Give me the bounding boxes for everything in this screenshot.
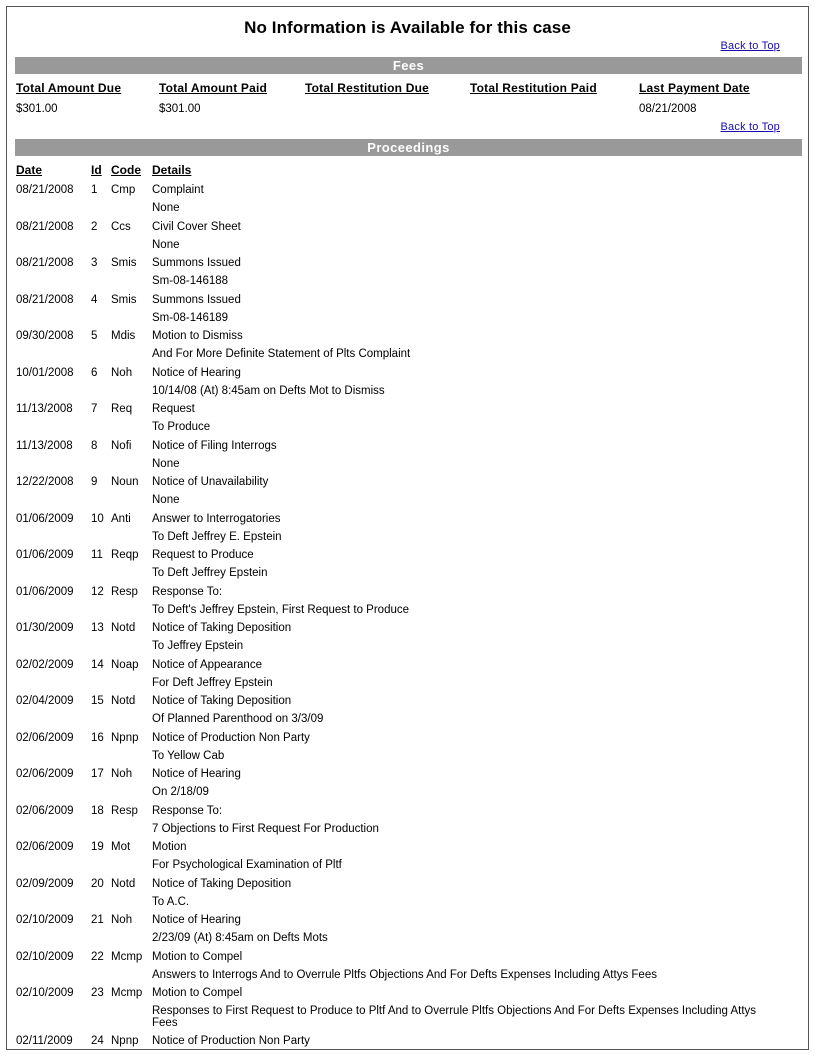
proceeding-id: 8: [91, 439, 98, 452]
proceeding-code: Resp: [111, 804, 138, 817]
proceedings-list: [7, 181, 808, 1050]
fees-total-amount-due: $301.00: [16, 103, 58, 115]
proceeding-description: Notice of Hearing: [152, 366, 241, 379]
proceeding-description: Notice of Appearance: [152, 658, 262, 671]
proceeding-description: Notice of Filing Interrogs: [152, 439, 277, 452]
proceedings-section-header: Proceedings: [15, 139, 802, 156]
fees-section-header: Fees: [15, 57, 802, 74]
fees-header-total-amount-due: Total Amount Due: [16, 81, 122, 95]
proceeding-date: 02/11/2009: [16, 1035, 73, 1047]
proceeding-id: 12: [91, 585, 104, 598]
proceeding-code: Req: [111, 403, 133, 415]
proceeding-id: 5: [91, 330, 98, 342]
proceedings-header-id: Id: [91, 163, 102, 177]
proceeding-row: [7, 218, 808, 255]
proceeding-id: 9: [91, 476, 98, 488]
proceeding-row: [7, 802, 808, 839]
proceeding-date: 08/21/2008: [16, 184, 74, 196]
proceeding-code: Smis: [111, 257, 137, 269]
proceeding-detail: None: [152, 494, 180, 507]
proceeding-description: Motion to Compel: [152, 950, 243, 963]
proceeding-row: [7, 948, 808, 984]
proceeding-code: Notd: [111, 622, 136, 634]
proceeding-date: 02/09/2009: [16, 877, 74, 890]
proceeding-detail: To Deft Jeffrey Epstein: [152, 567, 268, 580]
proceeding-row: [7, 729, 808, 766]
proceeding-row: [7, 181, 808, 218]
proceeding-description: Answer to Interrogatories: [152, 512, 281, 525]
back-to-top-link[interactable]: Back to Top: [720, 121, 780, 133]
proceeding-detail: To Deft Jeffrey E. Epstein: [152, 530, 282, 543]
proceeding-date: 02/06/2009: [16, 731, 74, 744]
proceeding-detail: For Psychological Examination of Pltf: [152, 859, 342, 872]
proceeding-row: [7, 583, 808, 620]
proceeding-code: Noap: [111, 658, 139, 671]
proceeding-code: Cmp: [111, 184, 136, 196]
proceeding-description: Notice of Hearing: [152, 914, 241, 926]
proceeding-row: [7, 692, 808, 729]
proceeding-description: Summons Issued: [152, 257, 241, 269]
proceeding-id: 15: [91, 695, 104, 707]
proceeding-date: 08/21/2008: [16, 220, 74, 233]
proceeding-description: Civil Cover Sheet: [152, 220, 241, 233]
proceeding-id: 21: [91, 914, 104, 926]
fees-header-last-payment-date: Last Payment Date: [639, 81, 750, 95]
proceeding-detail: 7 Objections to First Request For Production: [152, 822, 379, 835]
fees-total-amount-paid: $301.00: [159, 103, 201, 115]
proceeding-detail: None: [152, 457, 180, 470]
proceeding-code: Noun: [111, 476, 139, 488]
proceeding-description: Notice of Production Non Party: [152, 1035, 310, 1047]
proceeding-detail: On 2/18/09: [152, 786, 209, 799]
proceeding-description: Notice of Taking Deposition: [152, 622, 292, 634]
proceeding-code: Mot: [111, 841, 131, 853]
proceeding-code: Mdis: [111, 330, 136, 342]
proceeding-detail: To Produce: [152, 421, 211, 434]
proceeding-date: 11/13/2008: [16, 439, 73, 452]
proceeding-detail: To Deft's Jeffrey Epstein, First Request to Produce: [152, 603, 410, 616]
fees-header-total-restitution-due: Total Restitution Due: [305, 81, 429, 95]
proceeding-row: [7, 1032, 808, 1050]
proceeding-detail: Of Planned Parenthood on 3/3/09: [152, 713, 324, 726]
back-to-top-link[interactable]: Back to Top: [720, 40, 780, 52]
proceeding-description: Response To:: [152, 804, 223, 817]
proceeding-date: 01/06/2009: [16, 549, 74, 561]
proceedings-header-code: Code: [111, 163, 141, 177]
proceeding-id: 1: [91, 184, 98, 196]
proceeding-row: [7, 875, 808, 912]
proceeding-date: 10/01/2008: [16, 366, 74, 379]
proceeding-description: Motion to Compel: [152, 986, 243, 999]
proceeding-row: [7, 619, 808, 656]
proceeding-description: Complaint: [152, 184, 204, 196]
proceeding-row: [7, 254, 808, 291]
proceeding-date: 02/06/2009: [16, 841, 74, 853]
proceeding-id: 19: [91, 841, 104, 853]
proceeding-code: Nofi: [111, 439, 132, 452]
proceeding-row: [7, 291, 808, 328]
proceeding-code: Noh: [111, 914, 133, 926]
fees-last-payment-date: 08/21/2008: [639, 103, 697, 115]
proceeding-date: 11/13/2008: [16, 403, 73, 415]
proceeding-description: Motion to Dismiss: [152, 330, 243, 342]
proceeding-detail: None: [152, 238, 180, 251]
proceeding-description: Notice of Hearing: [152, 768, 241, 780]
proceeding-id: 4: [91, 293, 98, 306]
proceeding-id: 3: [91, 257, 98, 269]
proceeding-date: 02/02/2009: [16, 658, 74, 671]
proceeding-row: [7, 984, 808, 1032]
proceeding-date: 02/10/2009: [16, 914, 74, 926]
proceeding-date: 01/06/2009: [16, 585, 74, 598]
proceeding-detail: To Jeffrey Epstein: [152, 640, 244, 653]
proceeding-code: Anti: [111, 512, 131, 525]
proceeding-detail: None: [152, 202, 180, 215]
proceeding-date: 01/30/2009: [16, 622, 74, 634]
proceeding-code: Notd: [111, 877, 136, 890]
proceeding-code: Reqp: [111, 549, 139, 561]
page-title: No Information is Available for this case: [244, 18, 571, 37]
proceeding-date: 02/10/2009: [16, 986, 74, 999]
proceeding-detail: 2/23/09 (At) 8:45am on Defts Mots: [152, 932, 328, 945]
proceeding-detail: Answers to Interrogs And to Overrule Pltfs Objections And For Defts Expenses Including Attys Fees: [152, 968, 657, 981]
proceeding-date: 02/10/2009: [16, 950, 74, 963]
proceedings-header-details: Details: [152, 163, 192, 177]
proceeding-id: 2: [91, 220, 98, 233]
proceeding-date: 08/21/2008: [16, 293, 74, 306]
proceeding-id: 24: [91, 1035, 104, 1047]
proceeding-date: 02/04/2009: [16, 695, 74, 707]
proceeding-detail: Sm-08-146189: [152, 311, 229, 324]
proceeding-id: 17: [91, 768, 104, 780]
proceeding-detail: 10/14/08 (At) 8:45am on Defts Mot to Dismiss: [152, 384, 385, 397]
proceeding-code: Noh: [111, 366, 133, 379]
proceeding-description: Notice of Production Non Party: [152, 731, 310, 744]
proceeding-detail: To Yellow Cab: [152, 749, 225, 762]
proceeding-row: [7, 510, 808, 547]
proceeding-row: [7, 765, 808, 802]
proceeding-code: Ccs: [111, 220, 131, 233]
fees-header-total-amount-paid: Total Amount Paid: [159, 81, 268, 95]
proceeding-id: 6: [91, 366, 98, 379]
proceeding-description: Motion: [152, 841, 187, 853]
proceeding-row: [7, 364, 808, 401]
proceeding-id: 22: [91, 950, 104, 963]
proceeding-detail: To A.C.: [152, 895, 190, 908]
proceeding-id: 23: [91, 986, 104, 999]
proceeding-date: 12/22/2008: [16, 476, 74, 488]
proceeding-detail: And For More Definite Statement of Plts Complaint: [152, 348, 411, 361]
proceeding-description: Notice of Taking Deposition: [152, 877, 292, 890]
proceeding-row: [7, 838, 808, 875]
proceeding-detail: For Deft Jeffrey Epstein: [152, 676, 273, 689]
proceeding-description: Request to Produce: [152, 549, 254, 561]
proceeding-date: 02/06/2009: [16, 768, 74, 780]
case-page: [6, 6, 809, 1050]
proceeding-code: Mcmp: [111, 986, 143, 999]
proceeding-detail: Responses to First Request to Produce to Pltf And to Overrule Pltfs Objections And For Defts Expenses Including Attys Fees: [152, 1005, 757, 1029]
proceeding-id: 7: [91, 403, 98, 415]
proceeding-code: Resp: [111, 585, 138, 598]
proceeding-description: Response To:: [152, 585, 223, 598]
proceeding-id: 20: [91, 877, 104, 890]
proceeding-description: Notice of Unavailability: [152, 476, 269, 488]
proceeding-row: [7, 400, 808, 437]
proceeding-id: 11: [91, 549, 103, 561]
proceeding-date: 01/06/2009: [16, 512, 74, 525]
proceedings-header-date: Date: [16, 163, 43, 177]
proceeding-code: Npnp: [111, 1035, 139, 1047]
proceeding-row: [7, 911, 808, 948]
proceeding-code: Smis: [111, 293, 137, 306]
proceeding-code: Npnp: [111, 731, 139, 744]
proceeding-code: Mcmp: [111, 950, 143, 963]
proceeding-detail: Sm-08-146188: [152, 275, 229, 288]
proceeding-id: 14: [91, 658, 104, 671]
proceeding-code: Noh: [111, 768, 133, 780]
proceeding-row: [7, 546, 808, 583]
proceeding-description: Summons Issued: [152, 293, 241, 306]
proceeding-row: [7, 327, 808, 364]
proceeding-code: Notd: [111, 695, 136, 707]
proceeding-row: [7, 656, 808, 693]
proceeding-row: [7, 473, 808, 510]
proceeding-date: 08/21/2008: [16, 257, 74, 269]
proceeding-id: 10: [91, 512, 104, 525]
proceeding-id: 18: [91, 804, 104, 817]
proceeding-description: Request: [152, 403, 195, 415]
proceeding-description: Notice of Taking Deposition: [152, 695, 292, 707]
proceeding-row: [7, 437, 808, 474]
proceeding-id: 16: [91, 731, 104, 744]
proceeding-date: 02/06/2009: [16, 804, 74, 817]
proceeding-date: 09/30/2008: [16, 330, 74, 342]
fees-header-total-restitution-paid: Total Restitution Paid: [470, 81, 597, 95]
proceeding-id: 13: [91, 622, 104, 634]
